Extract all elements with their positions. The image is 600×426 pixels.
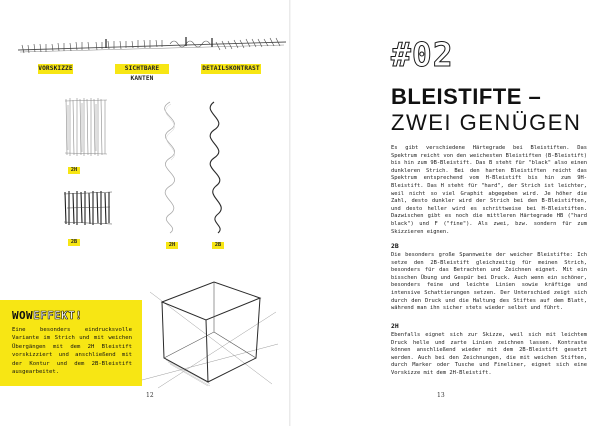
wow-title-prefix: WOW xyxy=(12,309,34,322)
wow-text: Eine besonders eindrucksvolle Variante im Strich und mit weichen Übergängen mit dem 2H Bleistift vorskizziert und anschließend mit der Kontur und dem 2B-Bleistift ausgearbeitet. xyxy=(12,327,132,376)
hatching-swatch-2h xyxy=(63,95,109,159)
wavy-line-2b xyxy=(196,100,236,235)
tag-2b-swatch: 2B xyxy=(68,239,80,246)
section-heading-2b: 2B xyxy=(391,242,399,250)
section-text-2h: Ebenfalls eignet sich zur Skizze, weil sich mit leichtem Druck helle und zarte Linien zeichnen lassen. Kontraste können anschließend wieder mit dem 2B-Bleistift gesetzt werden. Auch bei den Zeichnungen, die mit weichen Stiften, durch Marker oder Tusche und Fineliner, eignet sich eine Vorskizze mit dem 2H-Bleistift. xyxy=(391,332,587,376)
section-text-2b: Die besonders große Spannweite der weicher Bleistifte: Ich setze den 2B-Bleistift gleichzeitig für meinen Strich, besonders für das Betrachten und Zeichnen eignet. Mit ein bisschen Übung und Gespür bei Druck. Auch wenn ein schöner, besonders feine und leichte Linien sowie kräftige und intensive Schattierungen setzen. Der Unterschied zeigt sich durch den Druck und die Haltung des Stiftes auf dem Blatt, während man ihn sicher stets wieder selbst und führt. xyxy=(391,252,587,312)
page-number-left: 12 xyxy=(146,392,154,399)
page-number-right: 13 xyxy=(437,392,445,399)
chapter-subtitle: ZWEI GENÜGEN xyxy=(391,110,582,135)
label-sichtbare-kanten: SICHTBARE KANTEN xyxy=(115,64,169,74)
section-heading-2h: 2H xyxy=(391,322,399,330)
wow-effect-box xyxy=(0,300,142,386)
label-detailskontrast: DETAILSKONTRAST xyxy=(202,65,260,72)
left-page xyxy=(0,0,291,426)
cube-sketch xyxy=(140,272,280,390)
tag-2h-wave: 2H xyxy=(166,242,178,249)
label-vorskizze: VORSKIZZE xyxy=(38,65,73,72)
wavy-line-2h xyxy=(150,100,190,235)
wow-title xyxy=(12,309,82,322)
intro-paragraph: Es gibt verschiedene Härtegrade bei Bleistiften. Das Spektrum reicht von den weichesten Bleistiften (B-Bleistift) bis hin zum 9B-Bleistift. Das B steht für "black" also einen dunkleren Strich. Bei den harten Bleistiften reicht das Spektrum entsprechend vom H-Bleistift bis hin zum 9H-Bleistift. Das H steht für "hard", der Strich ist leichter, weil nicht so viel Graphit abgegeben wird. Je höher die Zahl, desto dunkler wird der Strich bei den B-Bleistiften, und desto heller wird es schrittweise bei H-Bleistiften. Dazwischen gibt es noch die mittleren Härtegrade HB ("hard black") und F ("fine"). Als zwei, bzw. sondern für zum Skizzieren eignen. xyxy=(391,145,587,235)
chapter-title: BLEISTIFTE – xyxy=(391,84,542,109)
tag-2b-wave: 2B xyxy=(212,242,224,249)
hatching-swatch-2b xyxy=(62,188,114,228)
tag-2h-swatch: 2H xyxy=(68,167,80,174)
hatching-practice-line xyxy=(16,36,288,60)
right-page xyxy=(291,0,600,426)
wow-title-highlight: EFFEKT! xyxy=(33,309,83,322)
chapter-number: #02 xyxy=(391,35,454,74)
